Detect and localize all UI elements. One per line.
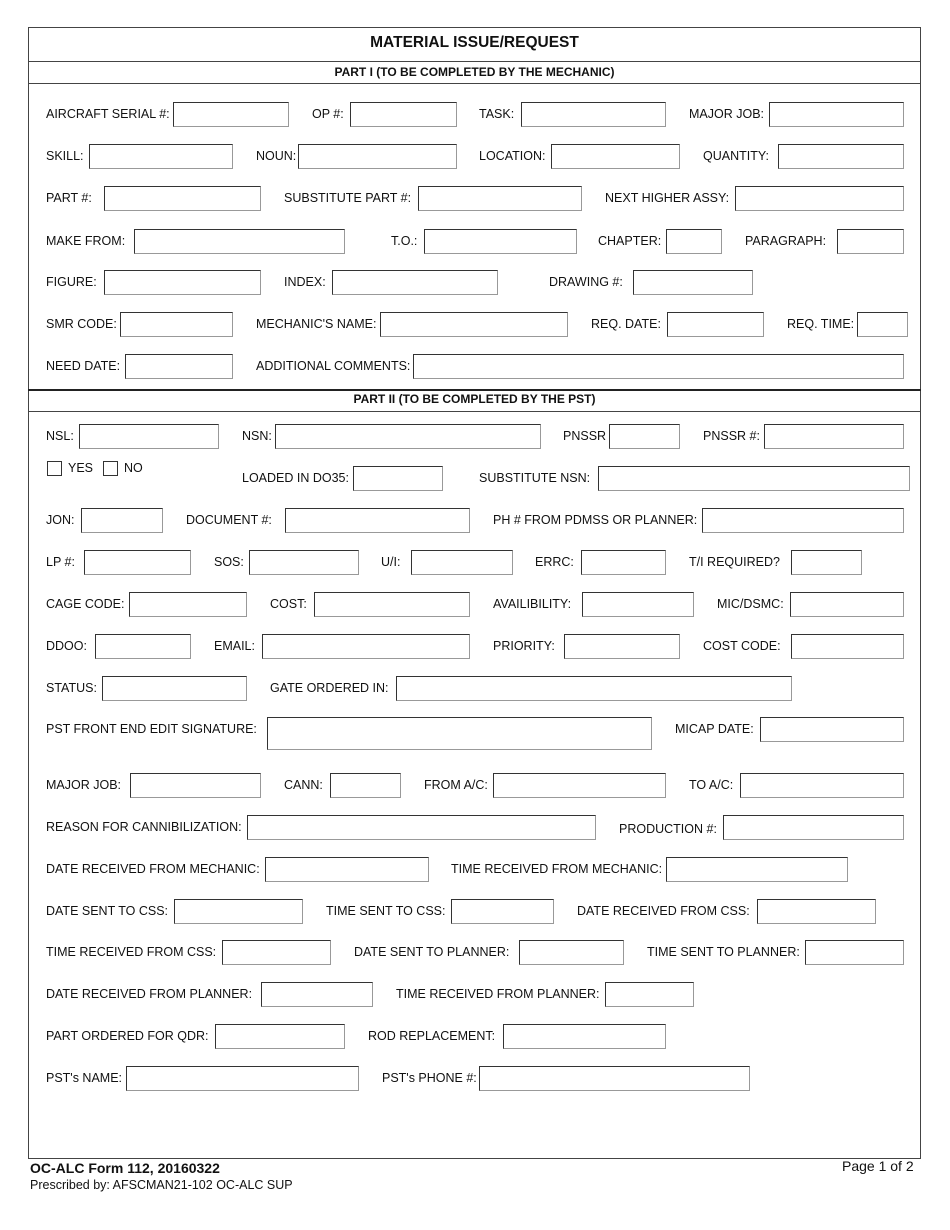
cost-code-field[interactable]: [791, 634, 904, 659]
ddoo-label: DDOO:: [46, 639, 87, 653]
noun-label: NOUN:: [256, 149, 297, 163]
major-job-label: MAJOR JOB:: [46, 778, 122, 792]
nsn-label: NSN:: [242, 429, 272, 443]
need-date-label: NEED DATE:: [46, 359, 121, 373]
chapter-field[interactable]: [666, 229, 722, 254]
substitute-part-label: SUBSTITUTE PART #:: [284, 191, 412, 205]
time-received-mechanic-field[interactable]: [666, 857, 848, 882]
nsl-field[interactable]: [79, 424, 219, 449]
major-job-label: MAJOR JOB:: [689, 107, 765, 121]
divider: [28, 61, 921, 62]
next-higher-assy-field[interactable]: [735, 186, 904, 211]
next-higher-assy-label: NEXT HIGHER ASSY:: [605, 191, 730, 205]
date-sent-css-field[interactable]: [174, 899, 303, 924]
part1-heading: PART I (TO BE COMPLETED BY THE MECHANIC): [334, 65, 615, 79]
skill-label: SKILL:: [46, 149, 84, 163]
ph-from-pdmss-field[interactable]: [702, 508, 904, 533]
ti-required-label: T/I REQUIRED?: [689, 555, 780, 569]
document-field[interactable]: [285, 508, 470, 533]
date-received-css-label: DATE RECEIVED FROM CSS:: [577, 904, 750, 918]
pst-signature-field[interactable]: [267, 717, 652, 750]
quantity-field[interactable]: [778, 144, 904, 169]
op-field[interactable]: [350, 102, 457, 127]
date-sent-planner-label: DATE SENT TO PLANNER:: [354, 945, 510, 959]
lp-label: LP #:: [46, 555, 75, 569]
errc-label: ERRC:: [535, 555, 574, 569]
time-received-mechanic-label: TIME RECEIVED FROM MECHANIC:: [451, 862, 663, 876]
divider: [28, 389, 921, 391]
location-field[interactable]: [551, 144, 680, 169]
status-field[interactable]: [102, 676, 247, 701]
drawing-label: DRAWING #:: [549, 275, 623, 289]
pnssr-field[interactable]: [609, 424, 680, 449]
aircraft-serial-field[interactable]: [173, 102, 289, 127]
nsl-label: NSL:: [46, 429, 74, 443]
gate-ordered-in-field[interactable]: [396, 676, 792, 701]
additional-comments-field[interactable]: [413, 354, 904, 379]
skill-field[interactable]: [89, 144, 233, 169]
part-number-label: PART #:: [46, 191, 92, 205]
index-field[interactable]: [332, 270, 498, 295]
sos-label: SOS:: [214, 555, 244, 569]
ui-field[interactable]: [411, 550, 513, 575]
chapter-label: CHAPTER:: [598, 234, 662, 248]
figure-field[interactable]: [104, 270, 261, 295]
lp-field[interactable]: [84, 550, 191, 575]
loaded-in-do35-label: LOADED IN DO35:: [242, 471, 349, 485]
time-sent-css-label: TIME SENT TO CSS:: [326, 904, 446, 918]
time-sent-planner-field[interactable]: [805, 940, 904, 965]
need-date-field[interactable]: [125, 354, 233, 379]
to-field[interactable]: [424, 229, 577, 254]
substitute-nsn-label: SUBSTITUTE NSN:: [479, 471, 591, 485]
jon-field[interactable]: [81, 508, 163, 533]
pst-phone-label: PST's PHONE #:: [382, 1071, 477, 1085]
cost-label: COST:: [270, 597, 307, 611]
time-sent-css-field[interactable]: [451, 899, 554, 924]
cage-code-field[interactable]: [129, 592, 247, 617]
form-id: OC-ALC Form 112, 20160322: [30, 1160, 220, 1176]
quantity-label: QUANTITY:: [703, 149, 769, 163]
mechanics-name-label: MECHANIC'S NAME:: [256, 317, 377, 331]
micap-date-label: MICAP DATE:: [675, 722, 754, 736]
availability-field[interactable]: [582, 592, 694, 617]
pnssr-label: PNSSR: [563, 429, 607, 443]
substitute-part-field[interactable]: [418, 186, 582, 211]
divider: [28, 411, 921, 412]
yes-label: YES: [68, 461, 94, 475]
location-label: LOCATION:: [479, 149, 546, 163]
major-job-field[interactable]: [130, 773, 261, 798]
op-label: OP #:: [312, 107, 344, 121]
reason-cannibilization-field[interactable]: [247, 815, 596, 840]
sos-field[interactable]: [249, 550, 359, 575]
from-ac-label: FROM A/C:: [424, 778, 488, 792]
date-received-planner-field[interactable]: [261, 982, 373, 1007]
rod-replacement-label: ROD REPLACEMENT:: [368, 1029, 496, 1043]
loaded-in-do35-field[interactable]: [353, 466, 443, 491]
pnssr-number-label: PNSSR #:: [703, 429, 760, 443]
mic-dsmc-label: MIC/DSMC:: [717, 597, 784, 611]
ddoo-field[interactable]: [95, 634, 191, 659]
pst-name-field[interactable]: [126, 1066, 359, 1091]
priority-label: PRIORITY:: [493, 639, 555, 653]
no-checkbox[interactable]: [103, 461, 118, 476]
form-title: MATERIAL ISSUE/REQUEST: [370, 34, 579, 51]
date-received-mechanic-field[interactable]: [265, 857, 429, 882]
time-received-css-field[interactable]: [222, 940, 331, 965]
pst-phone-field[interactable]: [479, 1066, 750, 1091]
index-label: INDEX:: [284, 275, 326, 289]
jon-label: JON:: [46, 513, 75, 527]
additional-comments-label: ADDITIONAL COMMENTS:: [256, 359, 411, 373]
status-label: STATUS:: [46, 681, 97, 695]
req-time-field[interactable]: [857, 312, 908, 337]
date-sent-css-label: DATE SENT TO CSS:: [46, 904, 169, 918]
aircraft-serial-label: AIRCRAFT SERIAL #:: [46, 107, 170, 121]
noun-field[interactable]: [298, 144, 457, 169]
make-from-label: MAKE FROM:: [46, 234, 126, 248]
document-label: DOCUMENT #:: [186, 513, 272, 527]
drawing-field[interactable]: [633, 270, 753, 295]
smr-code-label: SMR CODE:: [46, 317, 117, 331]
reason-cannibilization-label: REASON FOR CANNIBILIZATION:: [46, 820, 242, 834]
mechanics-name-field[interactable]: [380, 312, 568, 337]
part-ordered-qdr-label: PART ORDERED FOR QDR:: [46, 1029, 209, 1043]
ti-required-field[interactable]: [791, 550, 862, 575]
time-received-planner-field[interactable]: [605, 982, 694, 1007]
task-field[interactable]: [521, 102, 666, 127]
email-label: EMAIL:: [214, 639, 255, 653]
time-received-planner-label: TIME RECEIVED FROM PLANNER:: [396, 987, 600, 1001]
date-received-css-field[interactable]: [757, 899, 876, 924]
date-received-mechanic-label: DATE RECEIVED FROM MECHANIC:: [46, 862, 260, 876]
priority-field[interactable]: [564, 634, 680, 659]
pst-name-label: PST's NAME:: [46, 1071, 123, 1085]
mic-dsmc-field[interactable]: [790, 592, 904, 617]
substitute-nsn-field[interactable]: [598, 466, 910, 491]
pst-signature-label: PST FRONT END EDIT SIGNATURE:: [46, 722, 257, 736]
pnssr-number-field[interactable]: [764, 424, 904, 449]
production-field[interactable]: [723, 815, 904, 840]
to-ac-label: TO A/C:: [689, 778, 734, 792]
paragraph-label: PARAGRAPH:: [745, 234, 827, 248]
part-number-field[interactable]: [104, 186, 261, 211]
nsn-field[interactable]: [275, 424, 541, 449]
part-ordered-qdr-field[interactable]: [215, 1024, 345, 1049]
cann-field[interactable]: [330, 773, 401, 798]
req-date-field[interactable]: [667, 312, 764, 337]
date-received-planner-label: DATE RECEIVED FROM PLANNER:: [46, 987, 253, 1001]
cost-field[interactable]: [314, 592, 470, 617]
ph-from-pdmss-label: PH # FROM PDMSS OR PLANNER:: [493, 513, 698, 527]
yes-checkbox[interactable]: [47, 461, 62, 476]
cann-label: CANN:: [284, 778, 323, 792]
to-label: T.O.:: [391, 234, 418, 248]
email-field[interactable]: [262, 634, 470, 659]
rod-replacement-field[interactable]: [503, 1024, 666, 1049]
time-sent-planner-label: TIME SENT TO PLANNER:: [647, 945, 800, 959]
from-ac-field[interactable]: [493, 773, 666, 798]
smr-code-field[interactable]: [120, 312, 233, 337]
divider: [28, 83, 921, 84]
gate-ordered-in-label: GATE ORDERED IN:: [270, 681, 389, 695]
availability-label: AVAILIBILITY:: [493, 597, 572, 611]
no-label: NO: [124, 461, 143, 475]
date-sent-planner-field[interactable]: [519, 940, 624, 965]
figure-label: FIGURE:: [46, 275, 97, 289]
micap-date-field[interactable]: [760, 717, 904, 742]
ui-label: U/I:: [381, 555, 401, 569]
major-job-field[interactable]: [769, 102, 904, 127]
page-number: Page 1 of 2: [842, 1158, 914, 1174]
paragraph-field[interactable]: [837, 229, 904, 254]
task-label: TASK:: [479, 107, 515, 121]
req-date-label: REQ. DATE:: [591, 317, 661, 331]
req-time-label: REQ. TIME:: [787, 317, 855, 331]
make-from-field[interactable]: [134, 229, 345, 254]
prescribed-by: Prescribed by: AFSCMAN21-102 OC-ALC SUP: [30, 1178, 293, 1192]
time-received-css-label: TIME RECEIVED FROM CSS:: [46, 945, 217, 959]
cage-code-label: CAGE CODE:: [46, 597, 125, 611]
errc-field[interactable]: [581, 550, 666, 575]
to-ac-field[interactable]: [740, 773, 904, 798]
production-label: PRODUCTION #:: [619, 822, 717, 836]
part2-heading: PART II (TO BE COMPLETED BY THE PST): [353, 392, 596, 406]
cost-code-label: COST CODE:: [703, 639, 781, 653]
